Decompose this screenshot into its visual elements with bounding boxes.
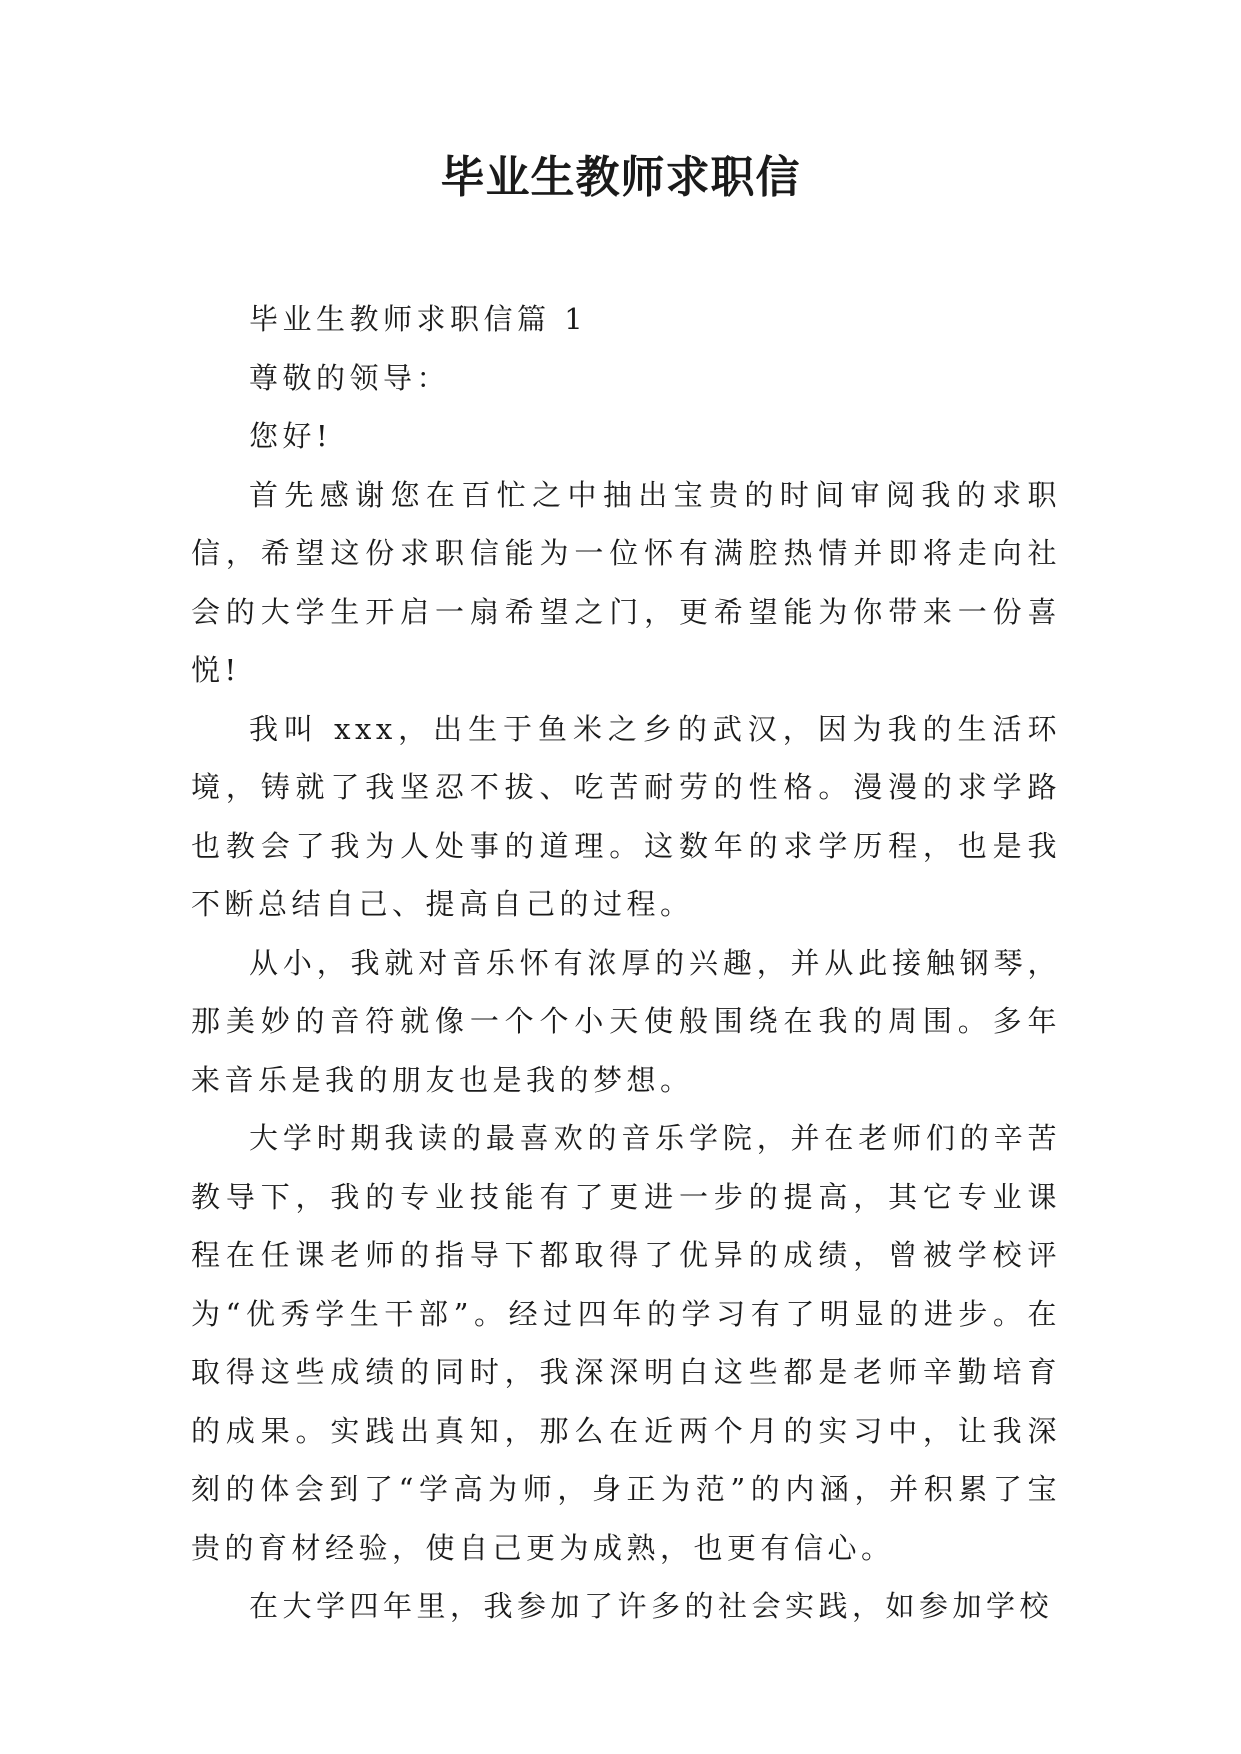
salutation: 尊敬的领导： (249, 360, 451, 395)
section-heading: 毕业生教师求职信篇 1 (249, 302, 588, 336)
document-body (191, 290, 1061, 1636)
paragraph: 首先感谢您在百忙之中抽出宝贵的时间审阅我的求职信，希望这份求职信能为一位怀有满腔热情并即将走向社会的大学生开启一扇希望之门，更希望能为你带来一份喜悦! (191, 477, 1061, 687)
paragraph: 在大学四年里，我参加了许多的社会实践，如参加学校 (249, 1589, 1054, 1623)
greeting: 您好! (249, 419, 333, 453)
paragraph: 我叫 xxx，出生于鱼米之乡的武汉，因为我的生活环境，铸就了我坚忍不拔、吃苦耐劳的性格。漫漫的求学路也教会了我为人处事的道理。这数年的求学历程，也是我不断总结自己、提高自己的过程。 (191, 711, 1061, 921)
document-title: 毕业生教师求职信 (440, 152, 801, 203)
paragraph: 从小，我就对音乐怀有浓厚的兴趣，并从此接触钢琴，那美妙的音符就像一个个小天使般围绕在我的周围。多年来音乐是我的朋友也是我的梦想。 (191, 945, 1061, 1097)
paragraph: 大学时期我读的最喜欢的音乐学院，并在老师们的辛苦教导下，我的专业技能有了更进一步的提高，其它专业课程在任课老师的指导下都取得了优异的成绩，曾被学校评为“优秀学生干部”。经过四年的学习有了明显的进步。在取得这些成绩的同时，我深深明白这些都是老师辛勤培育的成果。实践出真知，那么在近两个月的实习中，让我深刻的体会到了“学高为师，身正为范”的内涵，并积累了宝贵的育材经验，使自己更为成熟，也更有信心。 (191, 1121, 1061, 1565)
